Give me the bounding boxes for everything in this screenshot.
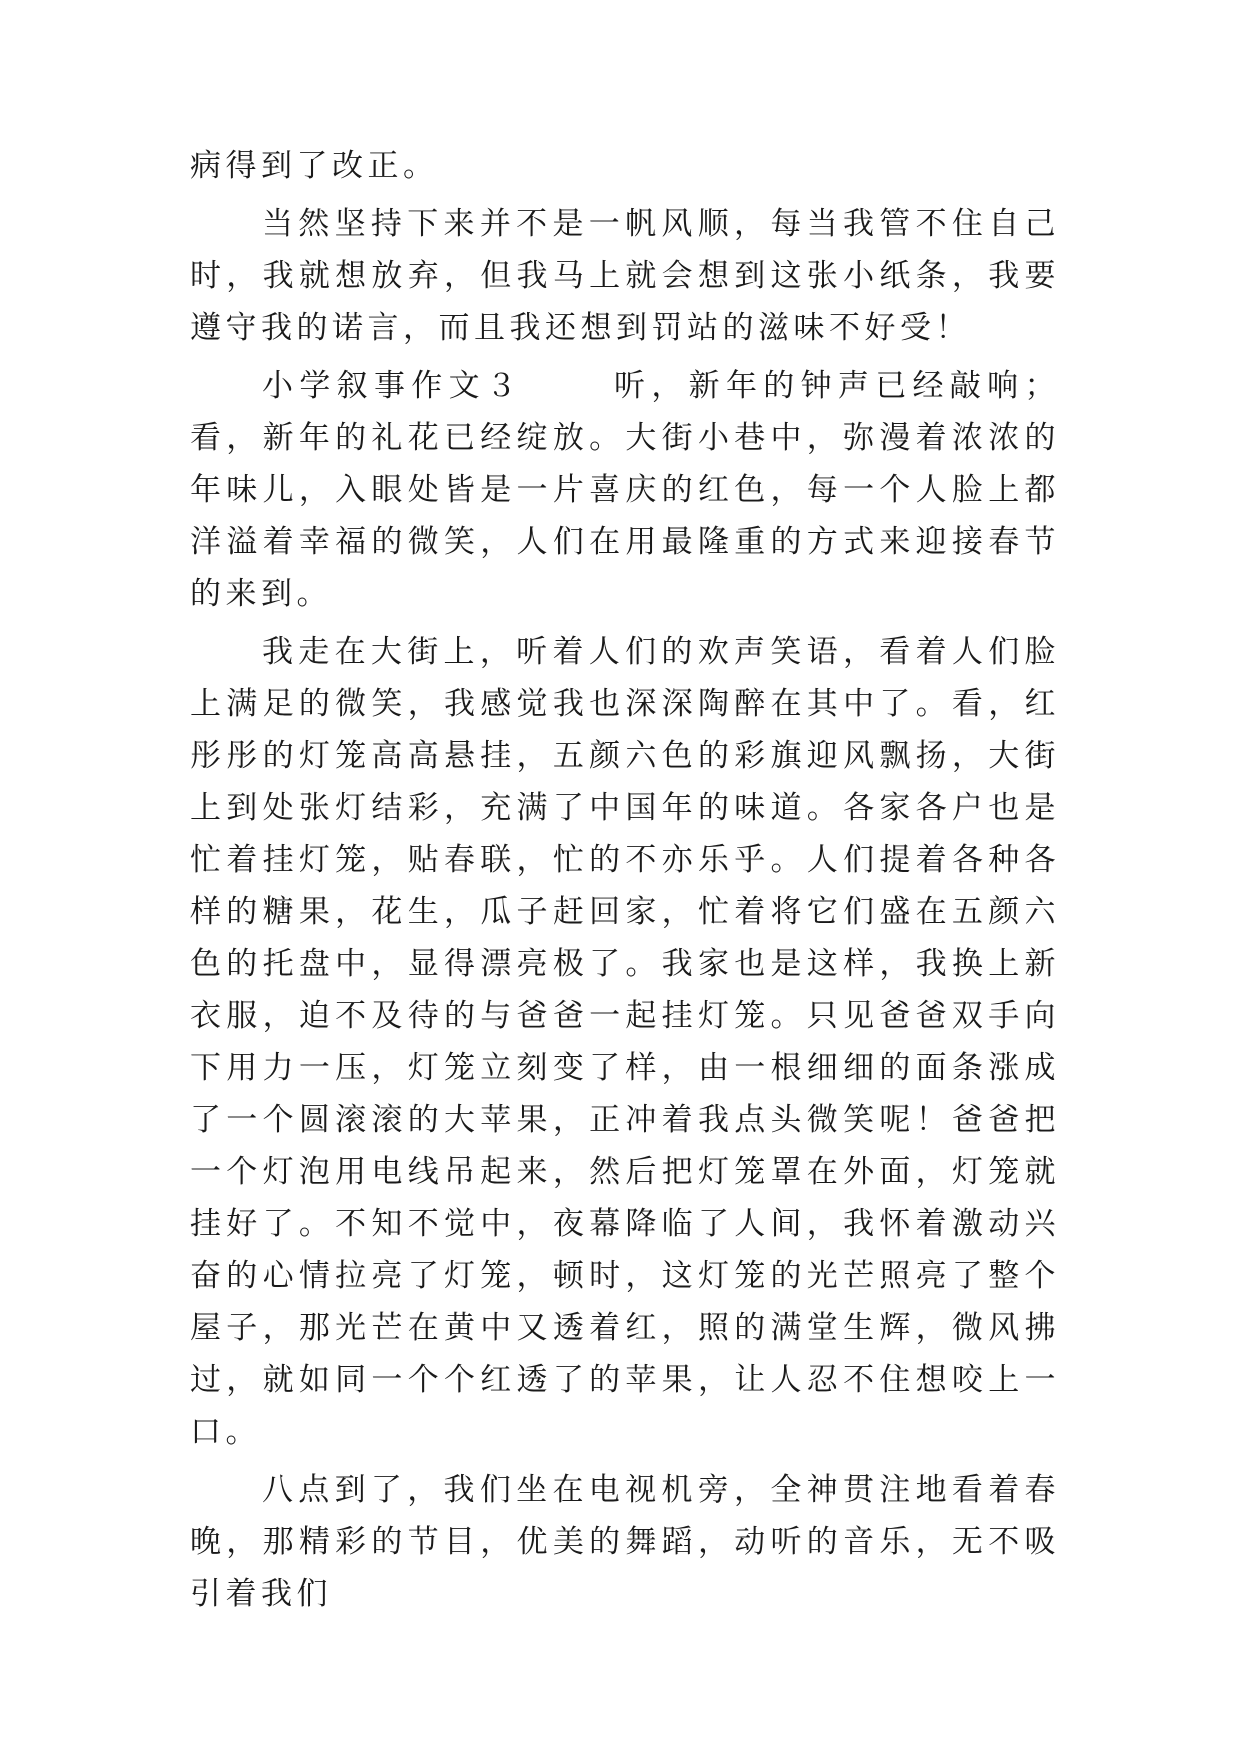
paragraph: 八点到了，我们坐在电视机旁，全神贯注地看着春晚，那精彩的节目，优美的舞蹈，动听的音乐，无不吸引着我们 [190, 1472, 1060, 1612]
paragraph: 我走在大街上，听着人们的欢声笑语，看着人们脸上满足的微笑，我感觉我也深深陶醉在其中了。看，红彤彤的灯笼高高悬挂，五颜六色的彩旗迎风飘扬，大街上到处张灯结彩，充满了中国年的味道。各家各户也是忙着挂灯笼，贴春联，忙的不亦乐乎。人们提着各种各样的糖果，花生，瓜子赶回家，忙着将它们盛在五颜六色的托盘中，显得漂亮极了。我家也是这样，我换上新衣服，迫不及待的与爸爸一起挂灯笼。只见爸爸双手向下用力一压，灯笼立刻变了样，由一根细细的面条涨成了一个圆滚滚的大苹果，正冲着我点头微笑呢！爸爸把一个灯泡用电线吊起来，然后把灯笼罩在外面，灯笼就挂好了。不知不觉中，夜幕降临了人间，我怀着激动兴奋的心情拉亮了灯笼，顿时，这灯笼的光芒照亮了整个屋子，那光芒在黄中又透着红，照的满堂生辉，微风拂过，就如同一个个红透了的苹果，让人忍不住想咬上一口。 [190, 634, 1060, 1450]
document-body [190, 140, 1060, 1620]
paragraph: 小学叙事作文３ 听，新年的钟声已经敲响；看，新年的礼花已经绽放。大街小巷中，弥漫着浓浓的年味儿，入眼处皆是一片喜庆的红色，每一个人脸上都洋溢着幸福的微笑，人们在用最隆重的方式来迎接春节的来到。 [190, 368, 1060, 612]
paragraph: 病得到了改正。 [190, 148, 439, 184]
paragraph: 当然坚持下来并不是一帆风顺，每当我管不住自己时，我就想放弃，但我马上就会想到这张小纸条，我要遵守我的诺言，而且我还想到罚站的滋味不好受！ [190, 206, 1060, 346]
